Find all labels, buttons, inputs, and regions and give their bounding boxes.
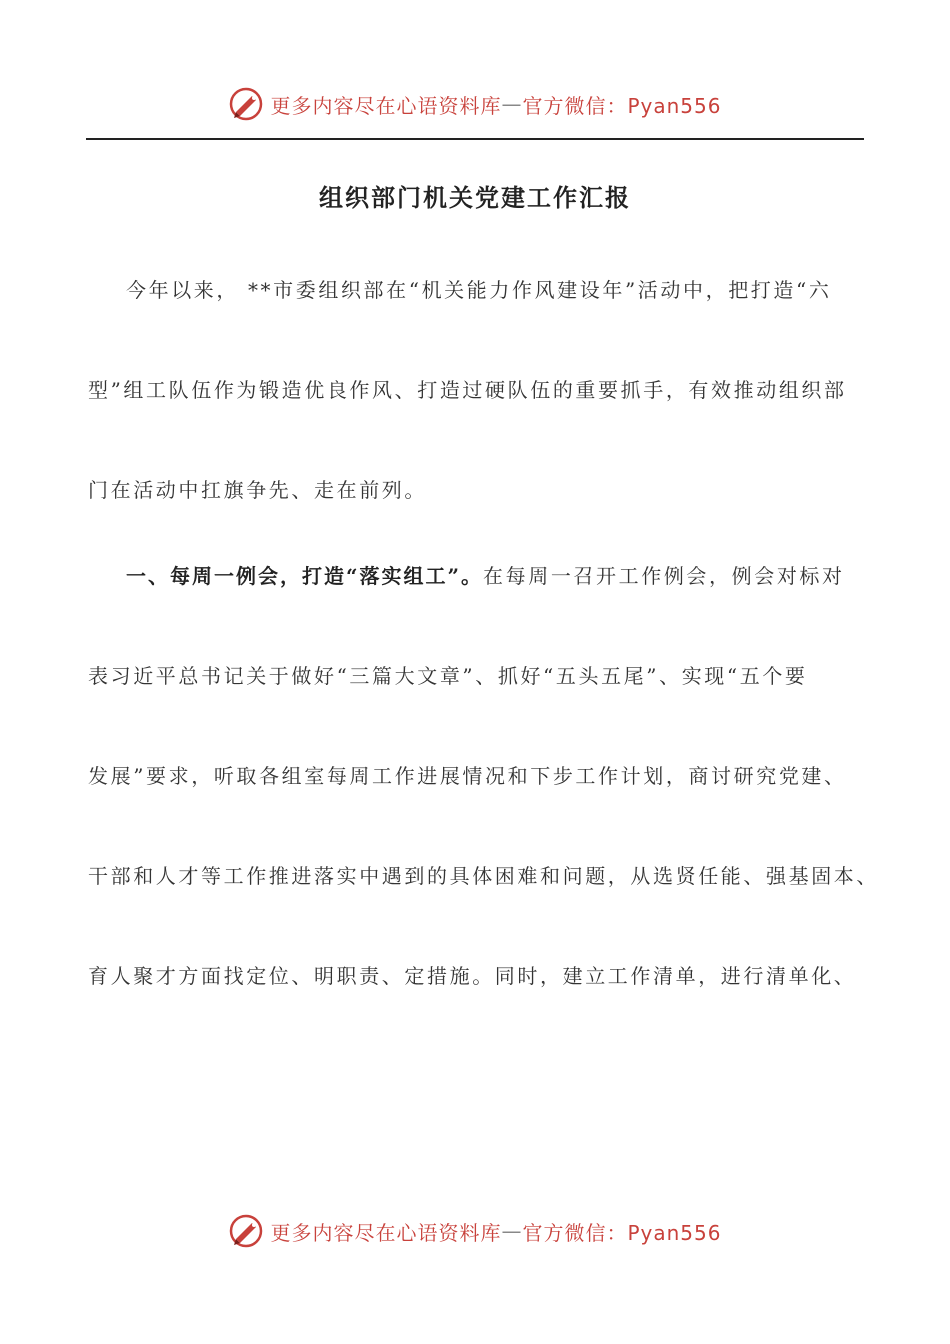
section-1-heading: 一、每周一例会，打造“落实组工”。 bbox=[126, 564, 484, 588]
paragraph-line: 育人聚才方面找定位、明职责、定措施。同时，建立工作清单，进行清单化、 bbox=[88, 964, 857, 988]
pen-logo-icon bbox=[228, 1213, 264, 1249]
footer-banner bbox=[0, 1211, 950, 1251]
paragraph-line: 门在活动中扛旗争先、走在前列。 bbox=[88, 478, 427, 502]
section-1-text: 在每周一召开工作例会，例会对标对 bbox=[483, 564, 845, 588]
header-rule bbox=[86, 138, 864, 140]
banner-separator: — bbox=[501, 1219, 523, 1243]
pen-logo-icon bbox=[228, 86, 264, 122]
banner-text: 更多内容尽在心语资料库 bbox=[270, 1220, 502, 1245]
banner-separator: — bbox=[501, 92, 523, 116]
document-title: 组织部门机关党建工作汇报 bbox=[319, 183, 631, 212]
header-banner bbox=[0, 84, 950, 124]
banner-wechat: 官方微信：Pyan556 bbox=[522, 93, 722, 118]
paragraph-line: 表习近平总书记关于做好“三篇大文章”、抓好“五头五尾”、实现“五个要 bbox=[88, 664, 808, 688]
paragraph-line: 发展”要求，听取各组室每周工作进展情况和下步工作计划，商讨研究党建、 bbox=[88, 764, 847, 788]
banner-text: 更多内容尽在心语资料库 bbox=[270, 93, 502, 118]
paragraph-line: 干部和人才等工作推进落实中遇到的具体困难和问题，从选贤任能、强基固本、 bbox=[88, 864, 879, 888]
paragraph-line: 型”组工队伍作为锻造优良作风、打造过硬队伍的重要抓手，有效推动组织部 bbox=[88, 378, 847, 402]
banner-wechat: 官方微信：Pyan556 bbox=[522, 1220, 722, 1245]
paragraph-line: 今年以来， **市委组织部在“机关能力作风建设年”活动中，把打造“六 bbox=[126, 278, 832, 302]
section-1-first-line bbox=[126, 560, 906, 589]
